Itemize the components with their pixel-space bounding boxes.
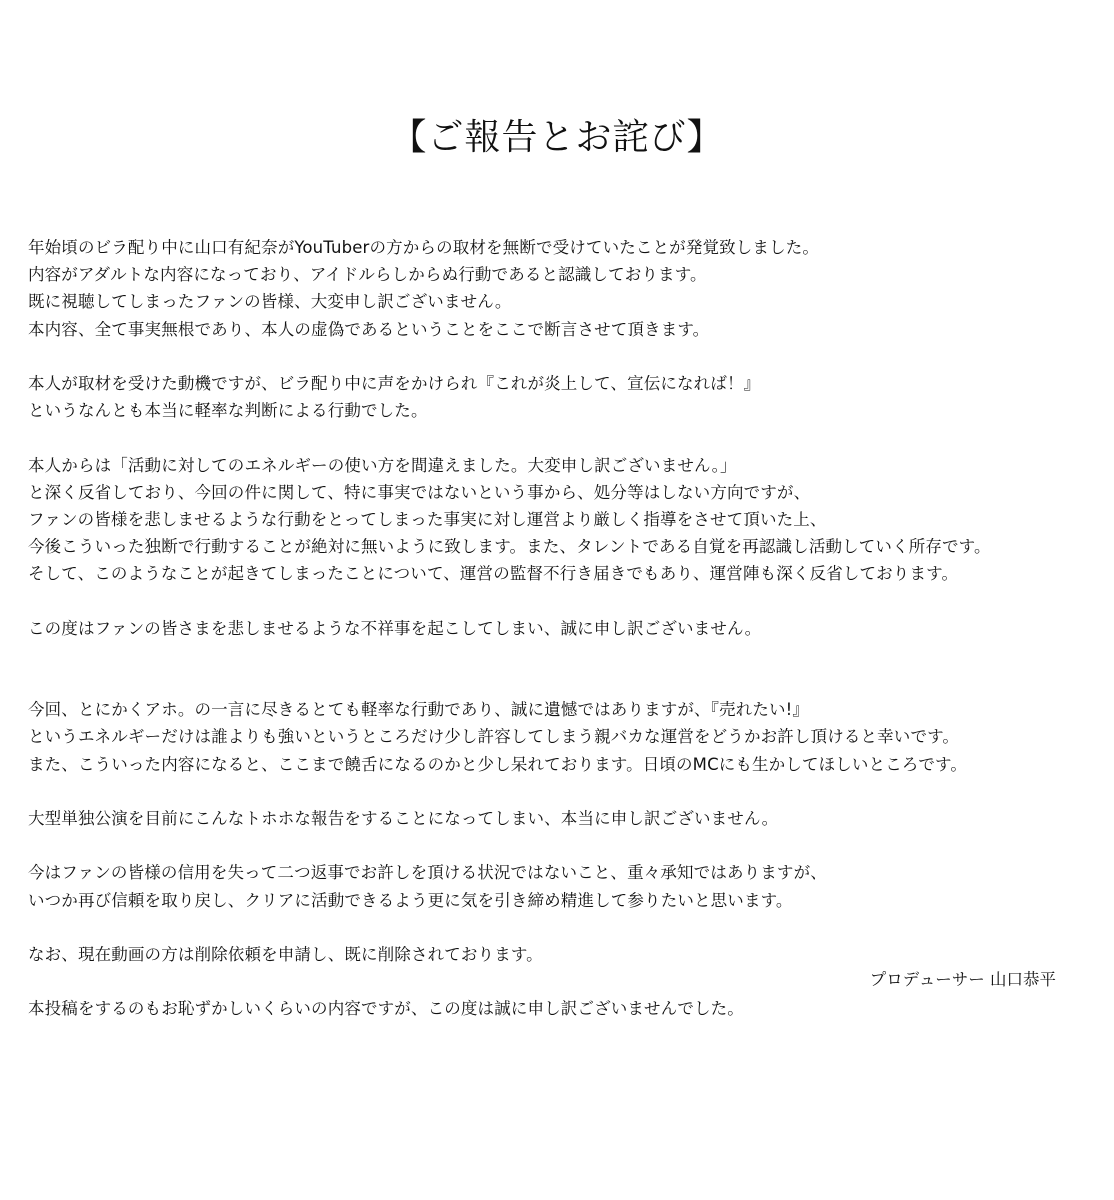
paragraph-gap — [28, 587, 1098, 614]
paragraph-gap — [28, 424, 1098, 451]
statement-line: そして、このようなことが起きてしまったことについて、運営の監督不行き届きでもあり、運営陣も深く反省しております。 — [28, 564, 959, 584]
paragraph-gap — [28, 832, 1098, 859]
paragraph-gap — [28, 778, 1098, 805]
statement-line: 内容がアダルトな内容になっており、アイドルらしからぬ行動であると認識しております。 — [28, 265, 707, 285]
statement-line: 今後こういった独断で行動することが絶対に無いように致します。また、タレントである自覚を再認識し活動していく所存です。 — [28, 537, 991, 557]
statement-line: 既に視聴してしまったファンの皆様、大変申し訳ございません。 — [28, 292, 512, 312]
document-title: 【ご報告とお詫び】 — [390, 117, 724, 158]
statement-line: 本内容、全て事実無根であり、本人の虚偽であるということをここで断言させて頂きます。 — [28, 319, 710, 339]
paragraph-gap — [28, 642, 1098, 669]
statement-line: ファンの皆様を悲しませるような行動をとってしまった事実に対し運営より厳しく指導をさせて頂いた上、 — [28, 509, 827, 529]
statement-body — [28, 234, 1098, 1022]
signature: プロデューサー 山口恭平 — [869, 970, 1056, 989]
paragraph-gap — [28, 669, 1098, 696]
statement-line: この度はファンの皆さまを悲しませるような不祥事を起こしてしまい、誠に申し訳ございません。 — [28, 618, 762, 638]
statement-line: 本人が取材を受けた動機ですが、ビラ配り中に声をかけられ『これが炎上して、宣伝になれば！』 — [28, 373, 761, 393]
statement-line: なお、現在動画の方は削除依頼を申請し、既に削除されております。 — [28, 944, 543, 964]
statement-line: 年始頃のビラ配り中に山口有紀奈がYouTuberの方からの取材を無断で受けていたことが発覚致しました。 — [28, 238, 820, 257]
statement-line: また、こういった内容になると、ここまで饒舌になるのかと少し呆れております。日頃のMCにも生かしてほしいところです。 — [28, 754, 968, 774]
statement-line: 本投稿をするのもお恥ずかしいくらいの内容ですが、この度は誠に申し訳ございませんでした。 — [28, 999, 744, 1019]
paragraph-gap — [28, 914, 1098, 941]
statement-line: 今回、とにかくアホ。の一言に尽きるとても軽率な行動であり、誠に遺憾ではありますが、『売れたい!』 — [28, 700, 810, 720]
statement-line: 本人からは「活動に対してのエネルギーの使い方を間違えました。大変申し訳ございません。」 — [28, 455, 737, 475]
statement-line: というエネルギーだけは誰よりも強いというところだけ少し許容してしまう親バカな運営をどうかお許し頂けると幸いです。 — [28, 727, 960, 747]
statement-line: 大型単独公演を目前にこんなトホホな報告をすることになってしまい、本当に申し訳ございません。 — [28, 808, 779, 828]
statement-line: と深く反省しており、今回の件に関して、特に事実ではないという事から、処分等はしない方向ですが、 — [28, 482, 811, 502]
statement-line: というなんとも本当に軽率な判断による行動でした。 — [28, 401, 428, 421]
statement-line: 今はファンの皆様の信用を失って二つ返事でお許しを頂ける状況ではないこと、重々承知ではありますが、 — [28, 863, 827, 883]
statement-line: いつか再び信頼を取り戻し、クリアに活動できるよう更に気を引き締め精進して参りたいと思います。 — [28, 890, 793, 910]
paragraph-gap — [28, 343, 1098, 370]
